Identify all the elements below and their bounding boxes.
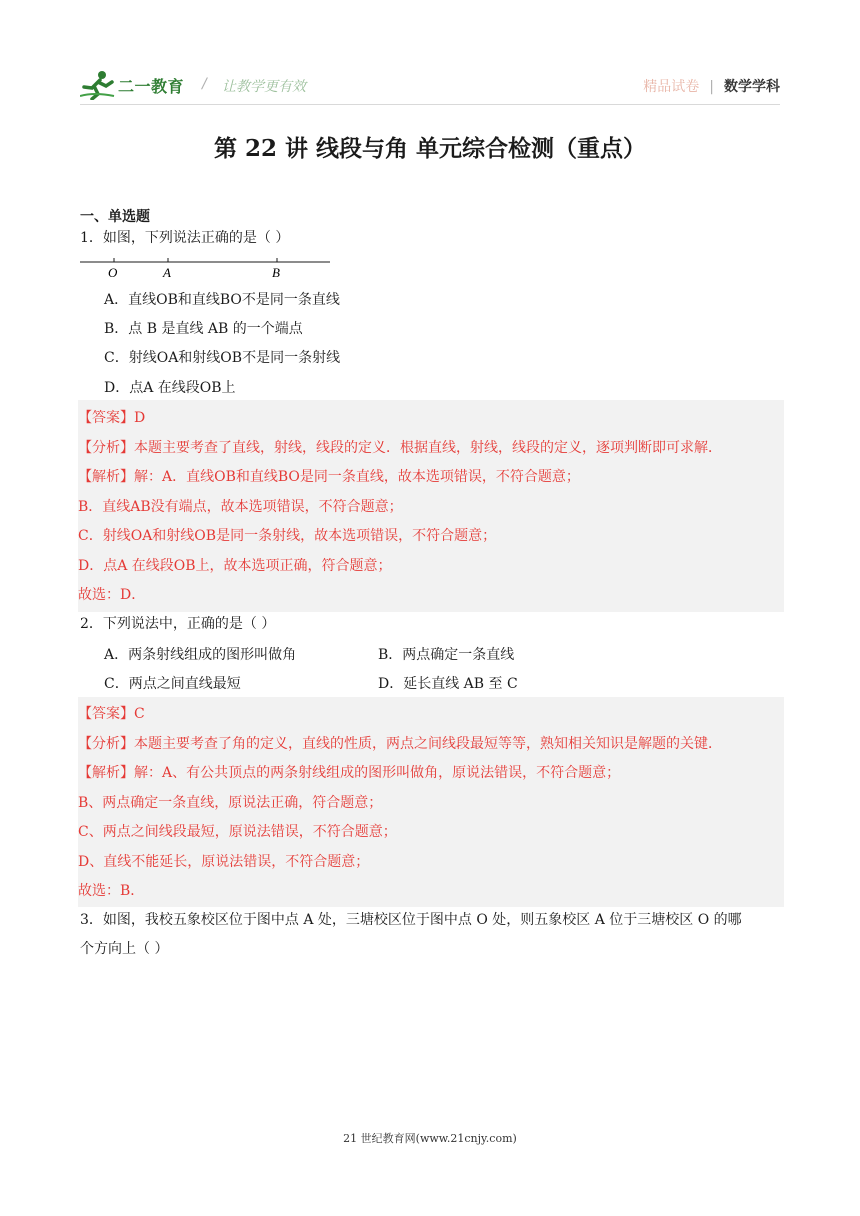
- q2-solution-line: 【解析】解：A、有公共顶点的两条射线组成的图形叫做角，原说法错误，不符合题意；: [78, 765, 621, 781]
- q2-solution-line: 故选：B．: [78, 883, 145, 899]
- tag-separator: |: [709, 79, 714, 95]
- q2-solution-line: D、直线不能延长，原说法错误，不符合题意；: [78, 854, 370, 870]
- q2-analysis: 【分析】本题主要考查了角的定义，直线的性质，两点之间线段最短等等，熟知相关知识是解题的关键．: [78, 736, 722, 752]
- runner-logo-icon: [80, 70, 116, 100]
- q2-answer-box: [78, 697, 784, 907]
- header-tags: [643, 76, 780, 96]
- q2-option-d: D．延长直线 AB 至 C: [378, 676, 518, 692]
- q1-option-b: B．点 B 是直线 AB 的一个端点: [104, 321, 303, 337]
- q2-option-a: A．两条射线组成的图形叫做角: [104, 647, 297, 663]
- q1-solution-line: C．射线OA和射线OB是同一条射线，故本选项错误，不符合题意；: [78, 528, 497, 544]
- q2-stem: 2．下列说法中，正确的是（ ）: [80, 616, 276, 632]
- q1-analysis: 【分析】本题主要考查了直线，射线，线段的定义．根据直线，射线，线段的定义，逐项判断即可求解．: [78, 440, 722, 456]
- page-title: 第 22 讲 线段与角 单元综合检测（重点）: [213, 135, 647, 162]
- tag-premium: 精品试卷: [643, 79, 700, 95]
- q2-solution-line: B、两点确定一条直线，原说法正确，符合题意；: [78, 795, 383, 811]
- q1-option-d: D．点A 在线段OB上: [104, 380, 236, 396]
- header-slogan: 让教学更有效: [222, 79, 306, 95]
- q1-option-a: A．直线OB和直线BO不是同一条直线: [104, 292, 340, 308]
- q1-option-c: C．射线OA和射线OB不是同一条射线: [104, 350, 341, 366]
- header-slash: /: [202, 76, 207, 92]
- page-header: [80, 70, 780, 106]
- q2-solution-line: C、两点之间线段最短，原说法错误，不符合题意；: [78, 824, 397, 840]
- header-divider: [80, 104, 780, 105]
- point-b-label: B: [272, 265, 280, 280]
- q2-option-c: C．两点之间直线最短: [104, 676, 241, 692]
- q1-solution-line: B．直线AB没有端点，故本选项错误，不符合题意；: [78, 499, 403, 515]
- q2-answer: 【答案】C: [78, 706, 145, 722]
- point-o-label: O: [108, 265, 118, 280]
- tag-subject: 数学学科: [724, 79, 780, 95]
- page-footer: 21 世纪教育网(www.21cnjy.com): [343, 1132, 517, 1145]
- q1-stem: 1．如图，下列说法正确的是（ ）: [80, 230, 290, 246]
- q1-line-figure: [80, 254, 332, 284]
- q1-answer-box: [78, 400, 784, 612]
- q2-option-b: B．两点确定一条直线: [378, 647, 515, 663]
- brand-name: 二一教育: [118, 77, 185, 96]
- q3-stem-line2: 个方向上（ ）: [80, 941, 169, 957]
- point-a-label: A: [163, 265, 171, 280]
- q1-solution-line: 【解析】解：A．直线OB和直线BO是同一条直线，故本选项错误，不符合题意；: [78, 469, 580, 485]
- q1-solution-line: D．点A 在线段OB上，故本选项正确，符合题意；: [78, 558, 392, 574]
- section-heading: 一、单选题: [80, 209, 150, 225]
- q1-answer: 【答案】D: [78, 410, 146, 426]
- q3-stem-line1: 3．如图，我校五象校区位于图中点 A 处，三塘校区位于图中点 O 处，则五象校区 A 位于三塘校区 O 的哪: [80, 912, 742, 928]
- q1-solution-line: 故选：D．: [78, 587, 146, 603]
